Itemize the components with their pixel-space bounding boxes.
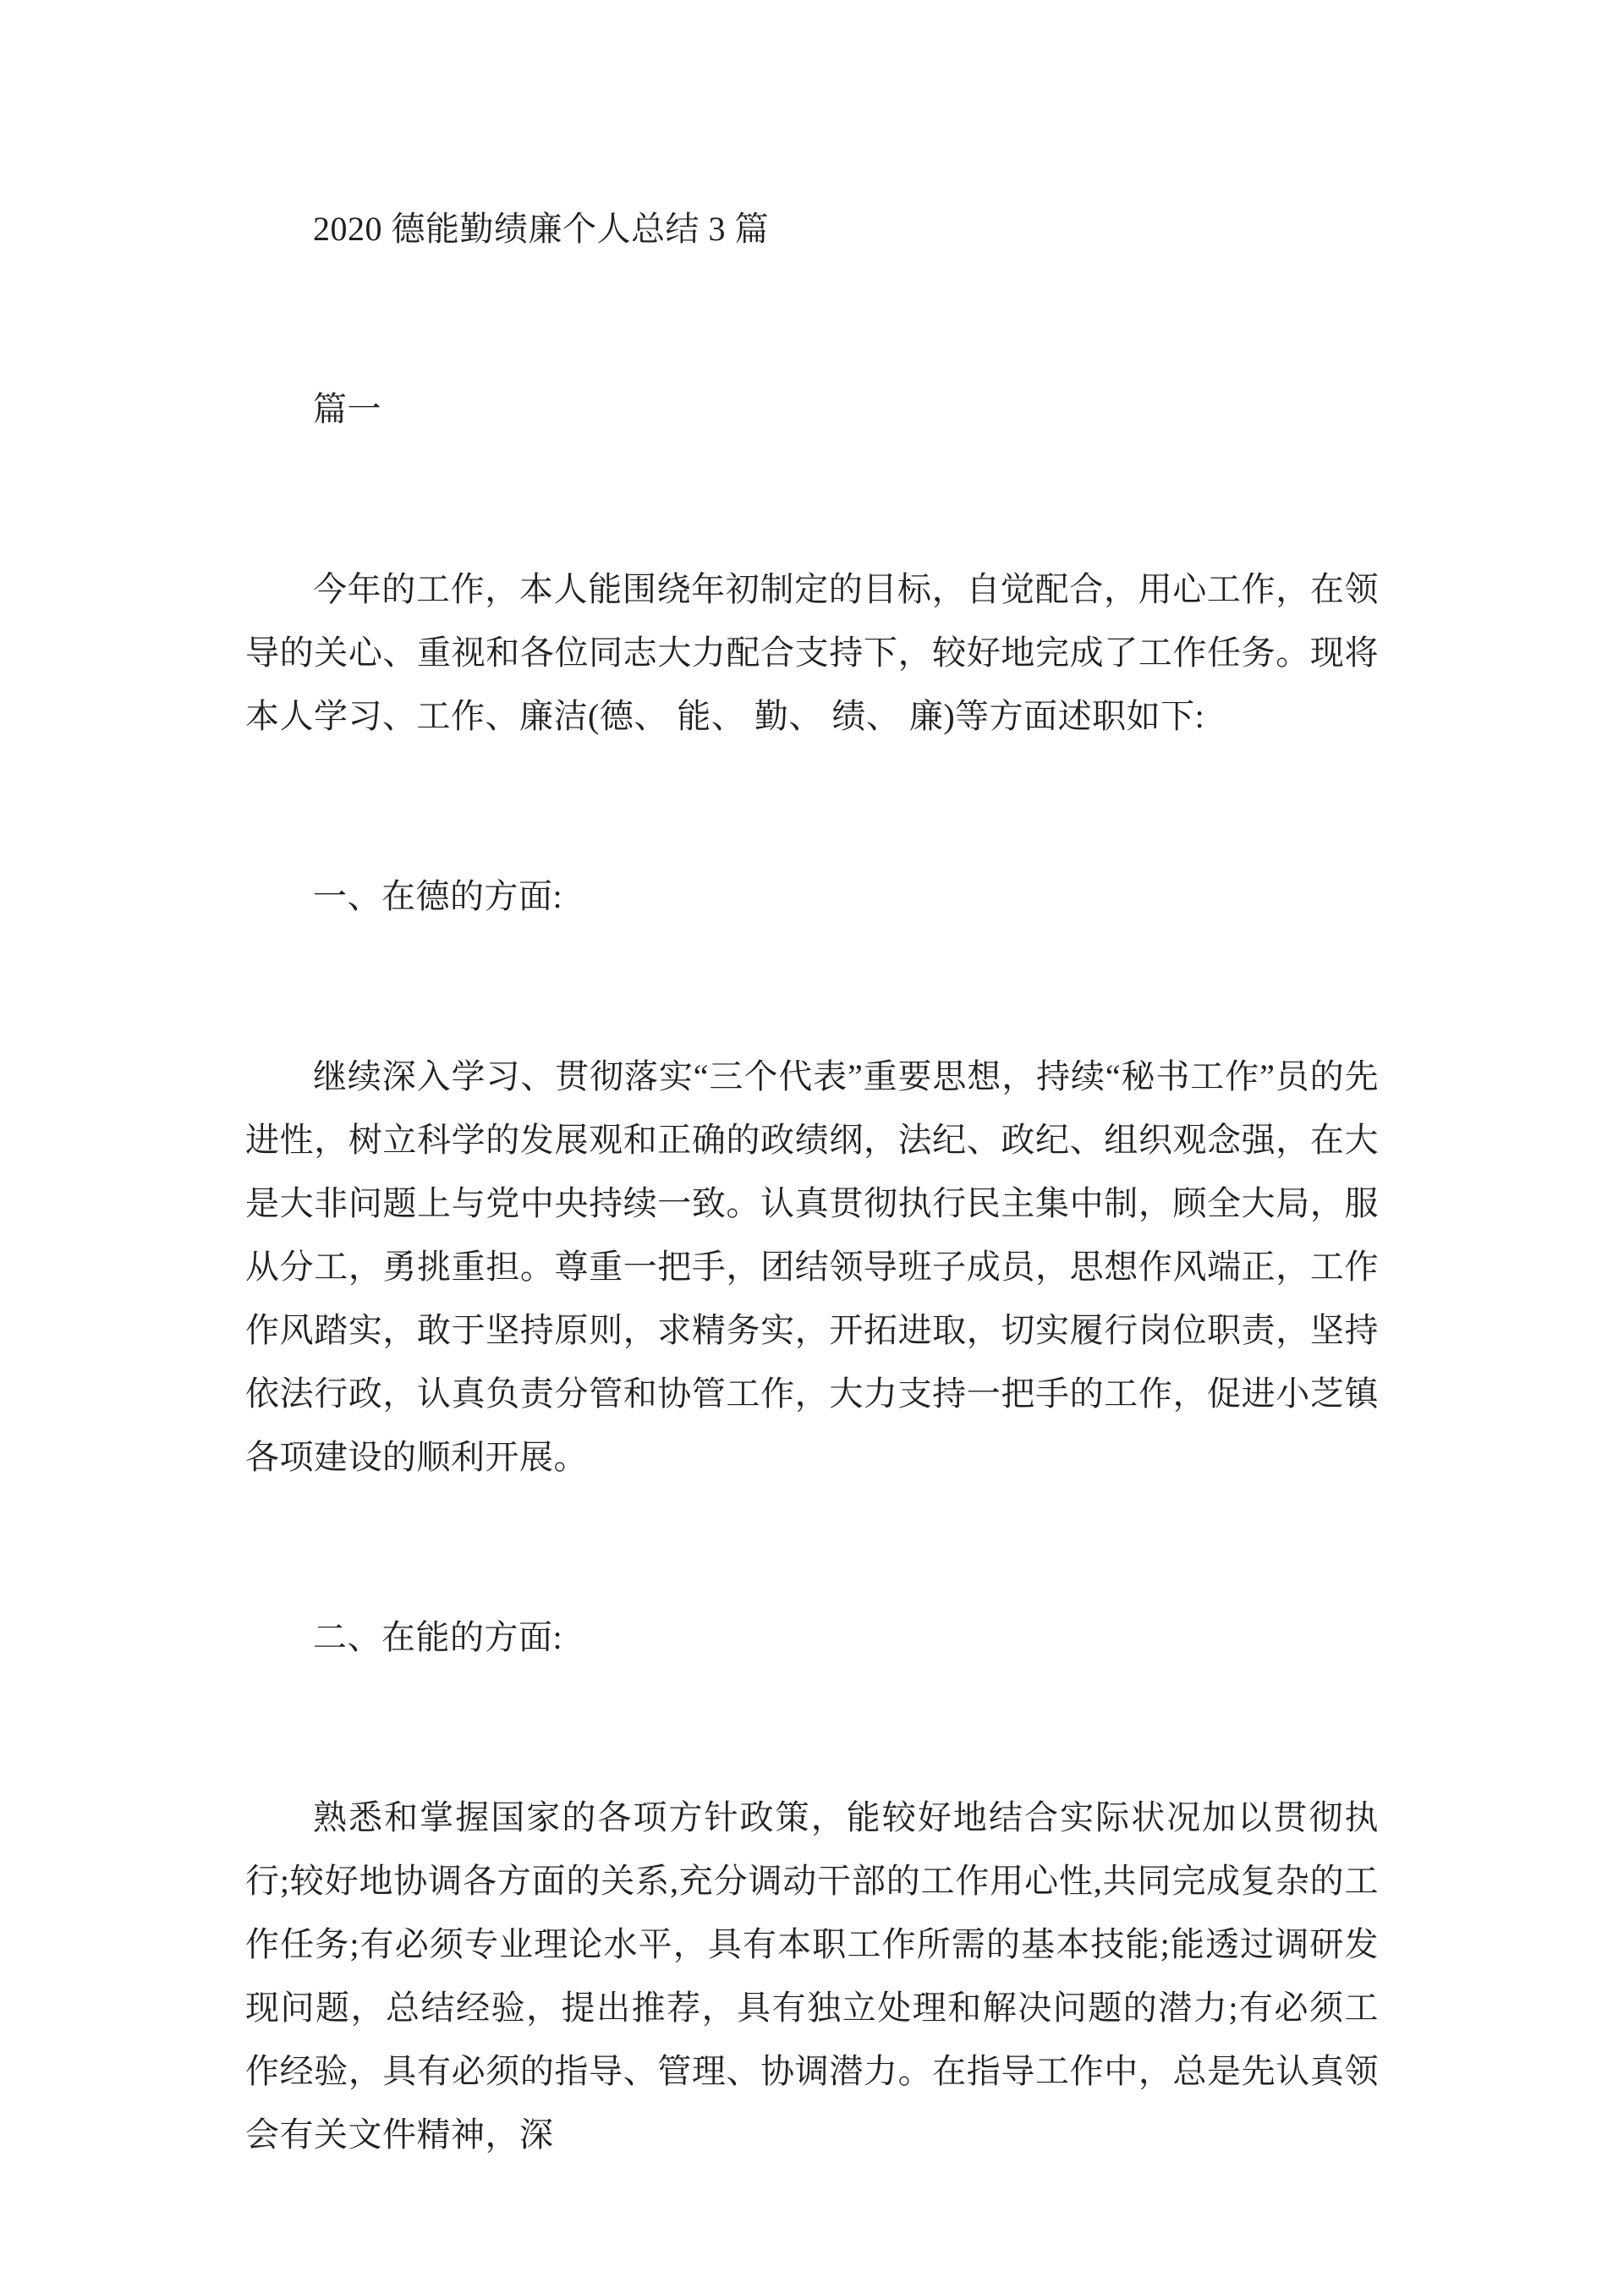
part-one-label: 篇一 — [313, 390, 381, 428]
intro-paragraph: 今年的工作，本人能围绕年初制定的目标，自觉配合，用心工作，在领导的关心、重视和各位同志大力配合支持下，较好地完成了工作任务。现将本人学习、工作、廉洁(德、 能、 勤、 绩、 廉)等方面述职如下: — [245, 570, 1379, 735]
section-heading-virtue: 一、在德的方面: — [313, 877, 563, 915]
section-paragraph-ability: 熟悉和掌握国家的各项方针政策，能较好地结合实际状况加以贯彻执行;较好地协调各方面的关系,充分调动干部的工作用心性,共同完成复杂的工作任务;有必须专业理论水平，具有本职工作所需的基本技能;能透过调研发现问题，总结经验，提出推荐，具有独立处理和解决问题的潜力;有必须工作经验，具有必须的指导、管理、协调潜力。在指导工作中，总是先认真领会有关文件精神，深 — [245, 1798, 1379, 2154]
document-title: 2020 德能勤绩廉个人总结 3 篇 — [313, 210, 769, 248]
section-paragraph-virtue: 继续深入学习、贯彻落实“三个代表”重要思想，持续“秘书工作”员的先进性，树立科学的发展观和正确的政绩纲，法纪、政纪、组织观念强，在大是大非问题上与党中央持续一致。认真贯彻执行民主集中制，顾全大局，服从分工，勇挑重担。尊重一把手，团结领导班子成员，思想作风端正，工作作风踏实，敢于坚持原则，求精务实，开拓进取，切实履行岗位职责，坚持依法行政，认真负责分管和协管工作，大力支持一把手的工作，促进小芝镇各项建设的顺利开展。 — [245, 1057, 1379, 1476]
section-heading-ability: 二、在能的方面: — [313, 1618, 563, 1656]
